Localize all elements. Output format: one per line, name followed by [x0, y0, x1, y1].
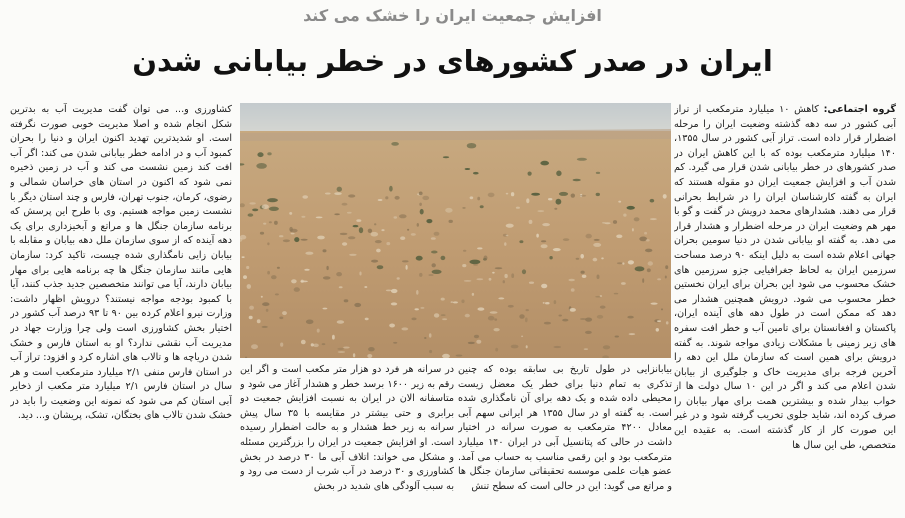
lead-label: گروه اجتماعی: [823, 104, 896, 115]
article-headline: ایران در صدر کشورهای در خطر بیابانی شدن [132, 44, 773, 78]
column-left-text: کشاورزی و... می توان گفت مدیریت آب به بدترین شکل انجام شده و اصلا مدیریت خوبی صورت نگرفته است. او شدیدترین تهدید اکنون ایران و دنیا را بحران کمبود آب و در ادامه خطر بیابانی شدن می کند: اگر آب افت کند زمین نشست می کند و آب در زمین ذخیره نمی شود که اکنون در استان های خراسان شمالی و رضوی، کرمان، جنوب تهران، فارس و چند استان دیگر با نشست زمین مواجه هستیم. وی با طرح این پرسش که برنامه سازمان جنگل ها و مراتع و آبخیزداری برای یک دهه آینده که از سوی سازمان ملل دهه بیابان و مقابله با بیابان زایی نامگذاری شده چیست، تاکید کرد: سازمان هایی مانند سازمان جنگل ها چه برنامه هایی برای مهار بیابان دارند، آیا می توانند متخصصین جدید جذب کنند، آیا با کمبود بودجه مواجه نیستند؟ درویش اظهار داشت: وزارت نیرو اعلام کرده بین ۹۰ تا ۹۳ درصد آب کشور در اختیار بخش کشاورزی است ولی چرا وزارت جهاد در مدیریت آب نقشی ندارد؟ او به استان فارس و خشک شدن دریاچه ها و تالاب های اشاره کرد و افزود: تراز آب در استان فارس منفی ۲/۱ میلیارد مترمکعب است و هر سال در استان فارس ۲/۱ میلیارد متر مکعب از ذخایر آبی استان کم می شود که نمونه این وضعیت را باید در خشک شدن تالاب های بختگان، تشک، پریشان و... دید. [10, 104, 232, 422]
column-middle-left [240, 363, 454, 503]
column-middle-left-text: در سرانه هر فرد دو هزار متر مکعب است و اگر این رقم به زیر ۱۶۰۰ برسد خطر و هشدار آغاز می شود و متاسفانه الان در ایران به نسبت افزایش جمعیت دو برابری و حتی بیشتر در مقایسه با ۳۵ سال پیش سرانه به زیر خط هشدار و به حالت اضطرار رسیده است. او افزایش جمعیت در ایران را بزرگترین مسئله و مشکل می خواند: اتلاف آبی ما ۳۰ درصد در بخش کشاورزی و ۳۰ درصد در آب شرب از دست می رود و به سبب آلودگی های شدید در بخش [240, 364, 454, 492]
article-kicker: افزایش جمعیت ایران را خشک می کند [303, 6, 602, 25]
desert-photo [240, 103, 671, 358]
column-left [10, 103, 232, 503]
column-middle-right [458, 363, 672, 503]
column-middle-right-text: بیابانزایی در طول تاریخ بی سابقه بوده که چنین تذکری به تمام دنیا برای خطر یک معضل زیست محیطی داده شده و یک دهه برای آن نامگذاری شده است. به گفته او در سال ۱۳۵۵ هر ایرانی سهم آبی معادل ۴۲۰۰ مترمکعب به صورت سرانه در اختیار داشت در حالی که پتانسیل آبی در ایران ۱۴۰ میلیارد مترمکعب بود و این رقمی مناسب به حساب می آمد. عضو هیات علمی موسسه تحقیقاتی سازمان جنگل ها و مراتع می گوید: این در حالی است که سطح تنش [458, 364, 672, 492]
column-right [674, 103, 896, 503]
desert-landscape-photo-icon [240, 103, 671, 358]
column-right-text: کاهش ۱۰ میلیارد مترمکعب از تراز آبی کشور در سه دهه گذشته وضعیت ایران را مرحله اضطرار قرار داده است. تراز آبی کشور در سال ۱۳۵۵، ۱۴۰ میلیارد مترمکعب بوده که با این کاهش ایران در صدر کشورهای در خطر بیابانی شدن قرار می گیرد. کم شدن آب و افزایش جمعیت ایران دو مقوله هستند که ایران به گفته کارشناسان ایران را در شرایط بحرانی قرار می دهند. هشدارهای محمد درویش در گفت و گو با مهر هم وضعیت ایران در مرحله اضطرار و هشدار قرار می دهد. به گفته او بیابانی شدن در دنیا سومین بحران جهانی اعلام شده است به دلیل اینکه ۹۰ درصد مساحت سرزمین ایران به لحاظ جغرافیایی جزو سرزمین های خشک محسوب می شود این بحران برای ایران نخستین خطر محسوب می شود. درویش همچنین هشدار می دهد که ممکن است در طول دهه های آینده ایران، پاکستان و افغانستان برای تامین آب و خطر افت سفره های زیر زمینی با مشکلات زیادی مواجه شوند. به گفته درویش برای همین است که سازمان ملل این دهه را آخرین فرجه برای مدیریت خاک و جلوگیری از بیابان شدن اعلام می کند و اگر در این ۱۰ سال دولت ها از خواب بیدار شده و بیشترین همت برای مهار بیابان را صرف کرده اند، شاید جلوی تخریب گرفته شود و در غیر این صورت کار از کار گذشته است. به عقیده این متخصص، طی این سال ها [674, 104, 896, 451]
